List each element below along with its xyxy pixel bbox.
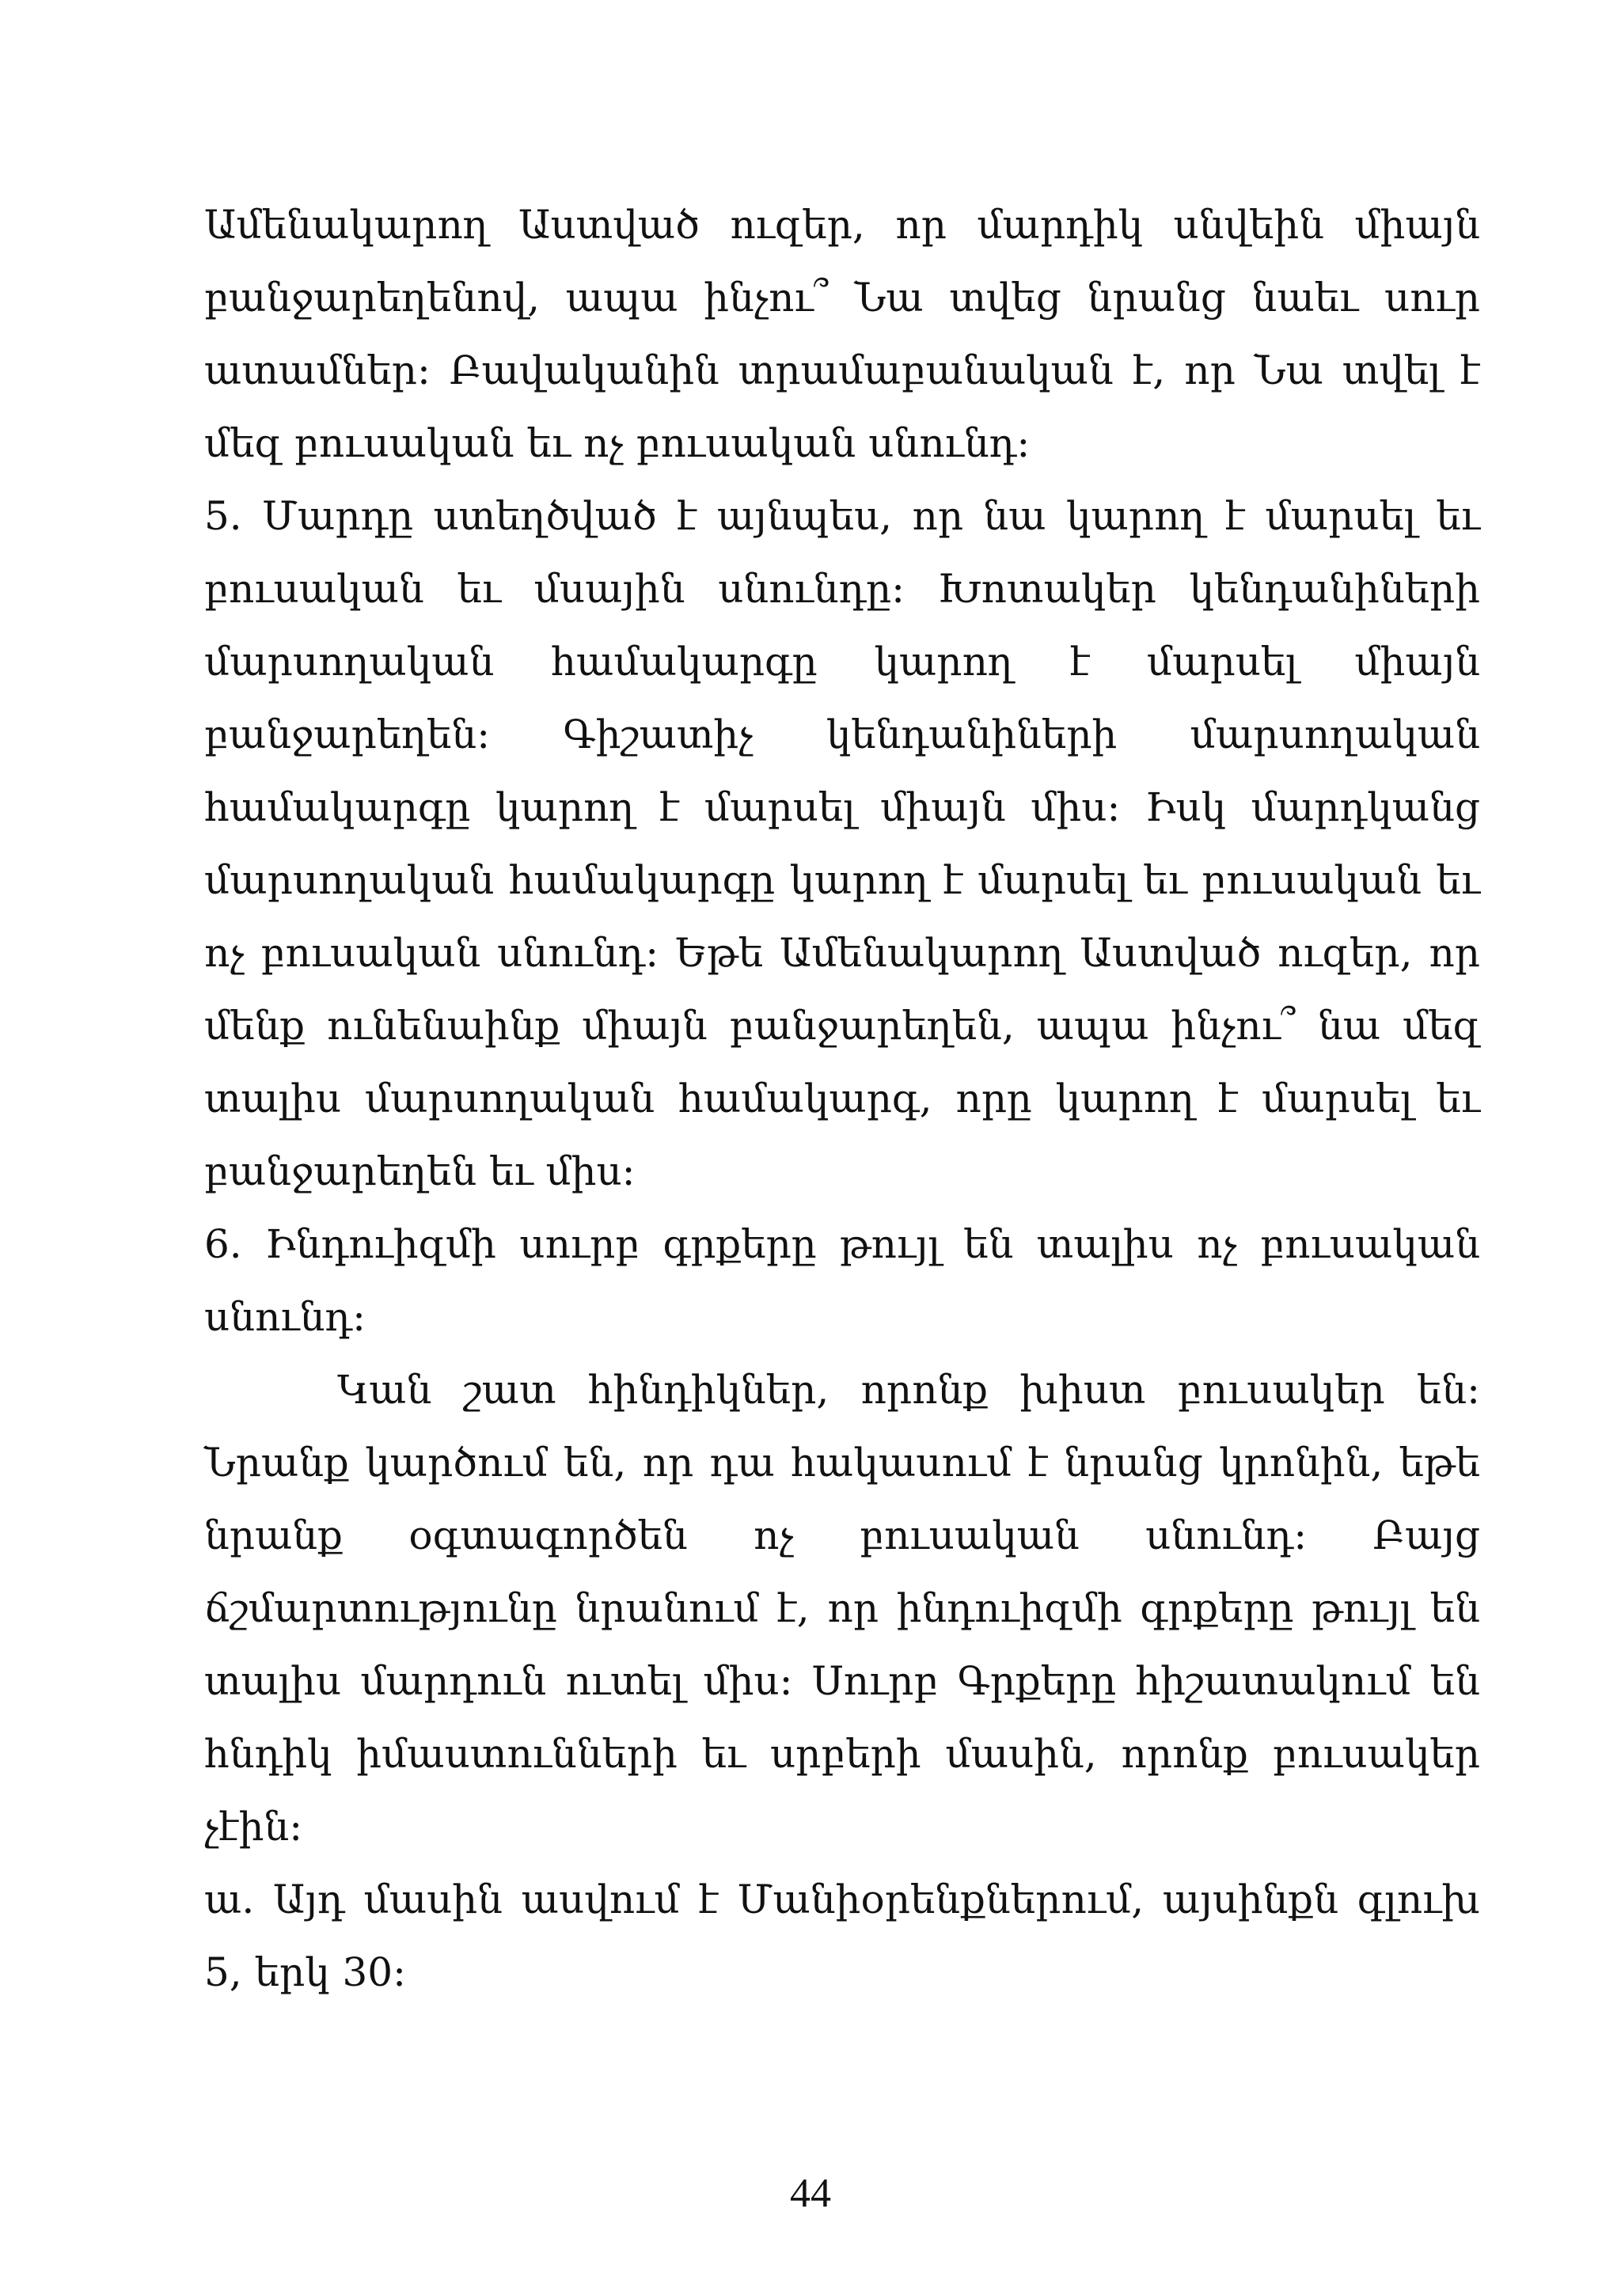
- paragraph-2: 5. Մարդը ստեղծված է այնպես, որ նա կարող է մարսել եւ բուսական եւ մսային սնունդը: Խոտակեր կենդանիների մարսողական համակարգը կարող է մարսել միայն բանջարեղեն: Գիշատիչ կենդանիների մարսողական համակարգը կարող է մարսել միայն միս: Իսկ մարդկանց մարսողական համակարգը կարող է մարսել եւ բուսական եւ ոչ բուսական սնունդ: Եթե Ամենակարող Աստված ուզեր, որ մենք ունենաինք միայն բանջարեղեն, ապա ինչու՞ նա մեզ տալիս մարսողական համակարգ, որը կարող է մարսել եւ բանջարեղեն եւ միս:: [204, 493, 1480, 1194]
- paragraph-3: 6. Ինդուիզմի սուրբ գրքերը թույլ են տալիս ոչ բուսական սնունդ:: [204, 1221, 1480, 1340]
- paragraph-1: Ամենակարող Աստված ուզեր, որ մարդիկ սնվեին միայն բանջարեղենով, ապա ինչու՞ Նա տվեց նրանց նաեւ սուր ատամներ: Բավականին տրամաբանական է, որ Նա տվել է մեզ բուսական եւ ոչ բուսական սնունդ:: [204, 202, 1480, 466]
- page-number: 44: [790, 2171, 831, 2216]
- body-text: [204, 188, 1480, 2009]
- paragraph-5: ա. Այդ մասին ասվում է Մանիօրենքներում, այսինքն գլուխ 5, երկ 30:: [204, 1877, 1480, 1995]
- paragraph-4: Կան շատ հինդիկներ, որոնք խիստ բուսակեր են: Նրանք կարծում են, որ դա հակասում է նրանց կրոնին, եթե նրանք օգտագործեն ոչ բուսական սնունդ: Բայց ճշմարտությունը նրանում է, որ ինդուիզմի գրքերը թույլ են տալիս մարդուն ուտել միս: Սուրբ Գրքերը հիշատակում են հնդիկ իմաստունների եւ սրբերի մասին, որոնք բուսակեր չէին:: [204, 1367, 1480, 1850]
